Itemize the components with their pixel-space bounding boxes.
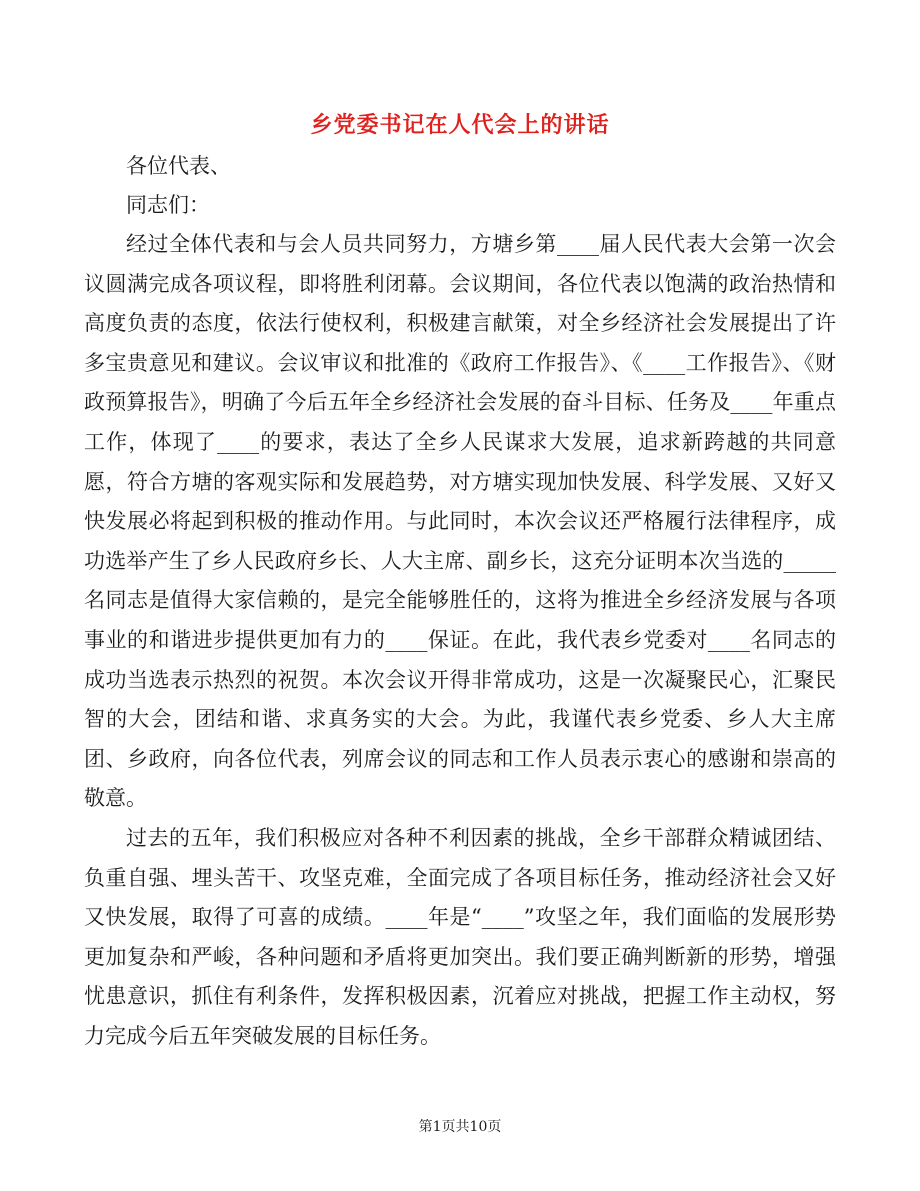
paragraph-past-five-years: 过去的五年，我们积极应对各种不利因素的挑战，全乡干部群众精诚团结、负重自强、埋头苦干、攻坚克难，全面完成了各项目标任务，推动经济社会又好又快发展，取得了可喜的成绩。____年是“____”攻坚之年，我们面临的发展形势更加复杂和严峻，各种问题和矛盾将更加突出。我们要正确判断新的形势，增强忧患意识，抓住有利条件，发挥积极因素，沉着应对挑战，把握工作主动权，努力完成今后五年突破发展的目标任务。 <box>84 825 836 1048</box>
document-title: 乡党委书记在人代会上的讲话 <box>310 112 610 138</box>
document-body <box>84 147 836 1056</box>
paragraph-meeting-summary: 经过全体代表和与会人员共同努力，方塘乡第____届人民代表大会第一次会议圆满完成各项议程，即将胜利闭幕。会议期间，各位代表以饱满的政治热情和高度负责的态度，依法行使权利，积极建言献策，对全乡经济社会发展提出了许多宝贵意见和建议。会议审议和批准的《政府工作报告》、《____工作报告》、《财政预算报告》，明确了今后五年全乡经济社会发展的奋斗目标、任务及____年重点工作，体现了____的要求，表达了全乡人民谋求大发展，追求新跨越的共同意愿，符合方塘的客观实际和发展趋势，对方塘实现加快发展、科学发展、又好又快发展必将起到积极的推动作用。与此同时，本次会议还严格履行法律程序，成功选举产生了乡人民政府乡长、人大主席、副乡长，这充分证明本次当选的_____名同志是值得大家信赖的，是完全能够胜任的，这将为推进全乡经济发展与各项事业的和谐进步提供更加有力的____保证。在此，我代表乡党委对____名同志的成功当选表示热烈的祝贺。本次会议开得非常成功，这是一次凝聚民心，汇聚民智的大会，团结和谐、求真务实的大会。为此，我谨代表乡党委、乡人大主席团、乡政府，向各位代表，列席会议的同志和工作人员表示衷心的感谢和崇高的敬意。 <box>84 232 836 811</box>
salutation-comrades: 同志们： <box>126 193 210 217</box>
salutation-representatives: 各位代表、 <box>126 154 231 178</box>
page-number-footer: 第1页共10页 <box>418 1119 502 1135</box>
